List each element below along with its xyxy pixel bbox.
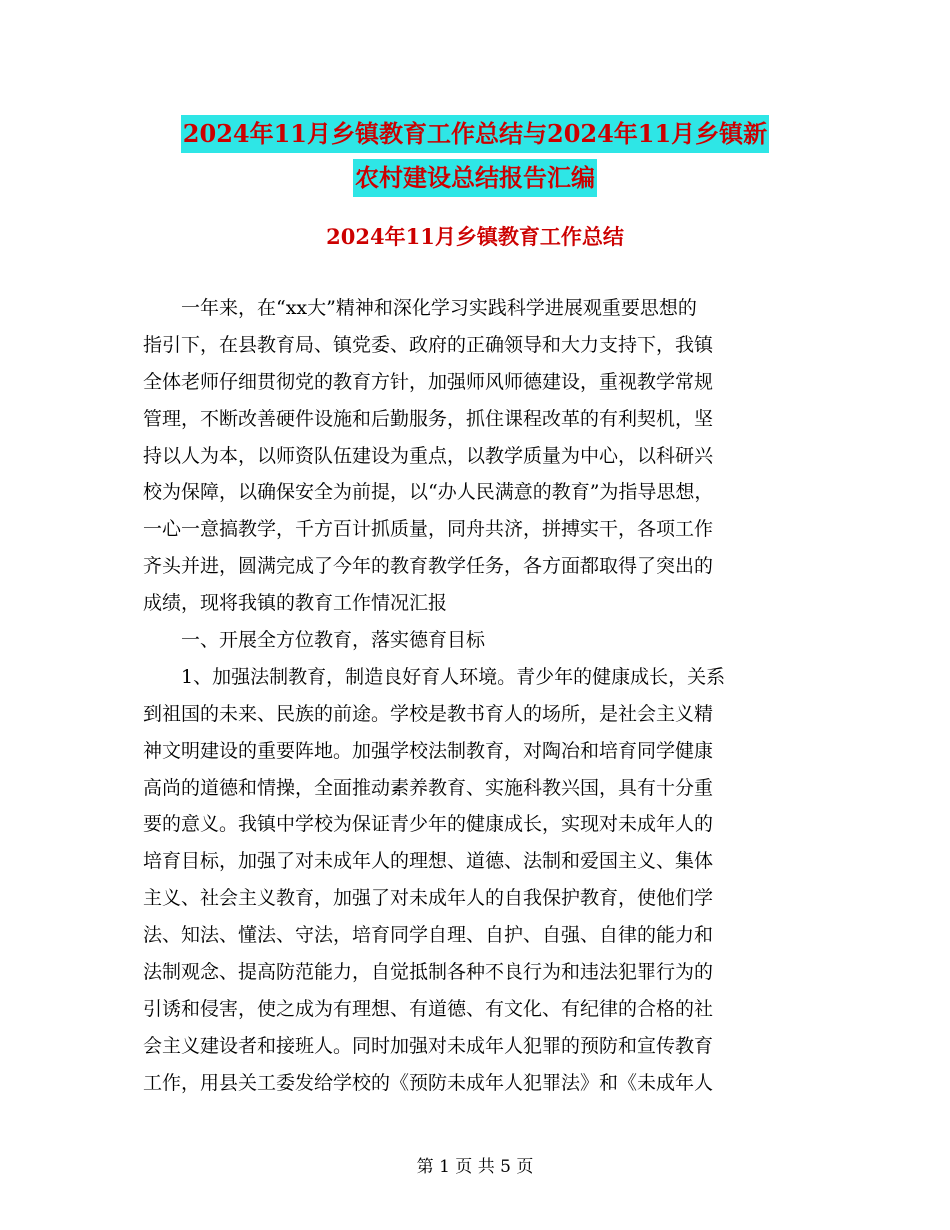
body-text-line: 指引下，在县教育局、镇党委、政府的正确领导和大力支持下，我镇: [143, 333, 714, 356]
body-text-line: 神文明建设的重要阵地。加强学校法制教育，对陶冶和培育同学健康: [143, 739, 714, 762]
page-footer: 第 1 页 共 5 页: [416, 1157, 534, 1177]
body-text-line: 一心一意搞教学，千方百计抓质量，同舟共济，拼搏实干，各项工作: [143, 518, 714, 541]
body-text-line: 主义、社会主义教育，加强了对未成年人的自我保护教育，使他们学: [143, 887, 714, 910]
body-text-line: 高尚的道德和情操，全面推动素养教育、实施科教兴国，具有十分重: [143, 776, 714, 799]
body-text-line: 法、知法、懂法、守法，培育同学自理、自护、自强、自律的能力和: [143, 924, 714, 947]
body-text-line: 法制观念、提高防范能力，自觉抵制各种不良行为和违法犯罪行为的: [143, 961, 714, 984]
body-text-line: 工作，用县关工委发给学校的《预防未成年人犯罪法》和《未成年人: [143, 1071, 714, 1094]
body-text-line: 培育目标，加强了对未成年人的理想、道德、法制和爱国主义、集体: [143, 850, 714, 873]
title-line-2: 农村建设总结报告汇编: [353, 159, 597, 197]
body-text-line: 要的意义。我镇中学校为保证青少年的健康成长，实现对未成年人的: [143, 813, 714, 836]
body-text-line: 1、加强法制教育，制造良好育人环境。青少年的健康成长，关系: [181, 665, 726, 688]
body-text-line: 成绩，现将我镇的教育工作情况汇报: [143, 592, 448, 615]
body-text-line: 会主义建设者和接班人。同时加强对未成年人犯罪的预防和宣传教育: [143, 1034, 714, 1057]
body-text-line: 一年来，在“xx大”精神和深化学习实践科学进展观重要思想的: [181, 297, 697, 319]
body-text-line: 校为保障，以确保安全为前提，以“办人民满意的教育”为指导思想，: [143, 481, 714, 504]
body-text-line: 引诱和侵害，使之成为有理想、有道德、有文化、有纪律的合格的社: [143, 997, 714, 1020]
body-text-line: 全体老师仔细贯彻党的教育方针，加强师风师德建设，重视教学常规: [143, 370, 714, 393]
section-subtitle: 2024年11月乡镇教育工作总结: [326, 224, 624, 249]
body-text-line: 一、开展全方位教育，落实德育目标: [181, 629, 486, 652]
body-text-line: 管理，不断改善硬件设施和后勤服务，抓住课程改革的有利契机，坚: [143, 407, 714, 430]
document-title: [0, 112, 950, 200]
body-text-line: 持以人为本，以师资队伍建设为重点，以教学质量为中心，以科研兴: [143, 444, 714, 467]
document-body: [143, 290, 807, 1102]
title-line-1: 2024年11月乡镇教育工作总结与2024年11月乡镇新: [181, 115, 769, 153]
body-text-line: 到祖国的未来、民族的前途。学校是教书育人的场所，是社会主义精: [143, 702, 714, 725]
body-text-line: 齐头并进，圆满完成了今年的教育教学任务，各方面都取得了突出的: [143, 555, 714, 578]
